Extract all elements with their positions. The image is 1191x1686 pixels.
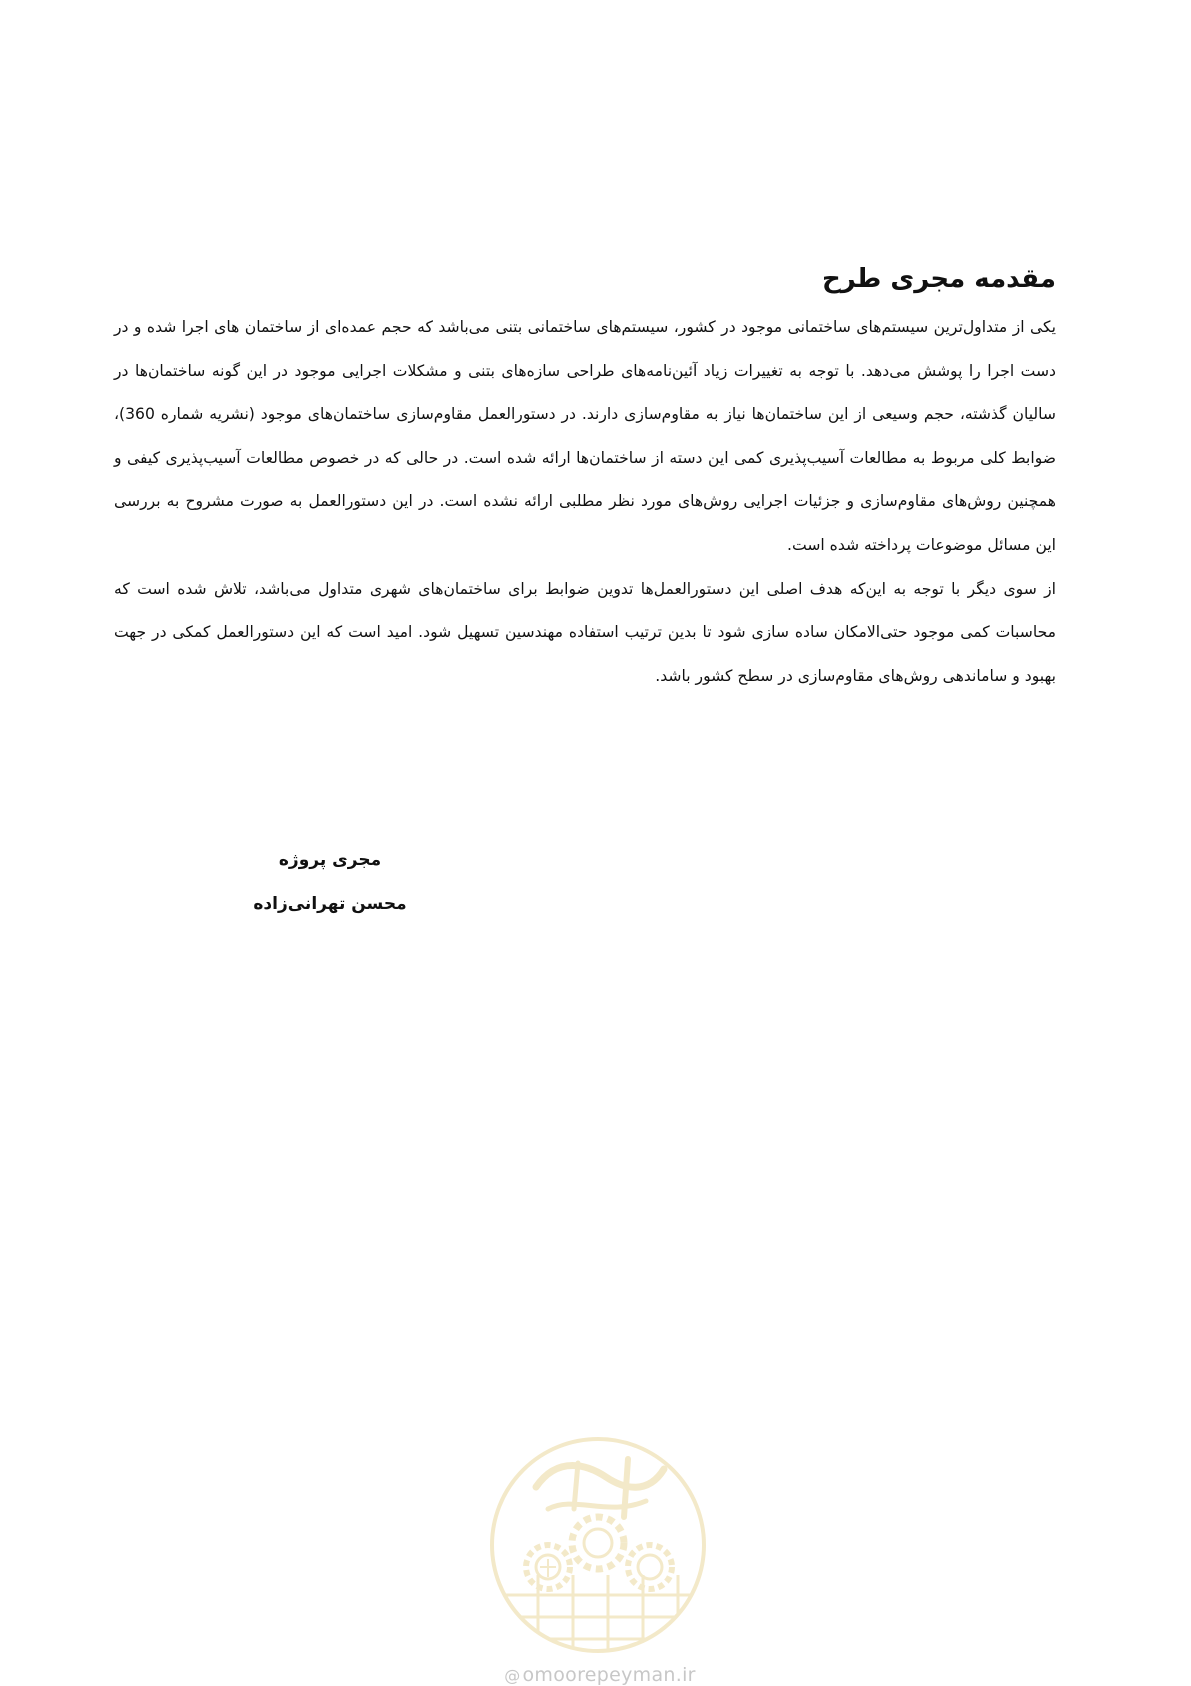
- signature-role: مجری پروژه: [278, 850, 382, 870]
- signature-block: [230, 838, 430, 926]
- signature-name: محسن تهرانی‌زاده: [253, 894, 407, 914]
- page-title: مقدمه مجری طرح: [821, 264, 1056, 294]
- watermark-website: [490, 1664, 710, 1686]
- at-icon: @: [504, 1666, 521, 1685]
- paragraph: از سوی دیگر با توجه به این‌که هدف اصلی این دستورالعمل‌ها تدوین ضوابط برای ساختمان‌های شهری متداول می‌باشد، تلاش شده است که محاسبات کمی موجود حتی‌الامکان ساده سازی شود تا بدین ترتیب استفاده مهندسین تسهیل شود. امید است که این دستورالعمل کمکی در جهت بهبود و ساماندهی روش‌های مقاوم‌سازی در سطح کشور باشد.: [114, 579, 1056, 685]
- document-content: [114, 262, 1056, 698]
- document-body: [114, 306, 1056, 698]
- website-text: omoorepeyman.ir: [522, 1664, 696, 1686]
- watermark-logo: [478, 1425, 718, 1665]
- paragraph: یکی از متداول‌ترین سیستم‌های ساختمانی موجود در کشور، سیستم‌های ساختمانی بتنی می‌باشد که حجم عمده‌ای از ساختمان های اجرا شده و در دست اجرا را پوشش می‌دهد. با توجه به تغییرات زیاد آئین‌نامه‌های طراحی سازه‌های بتنی و مشکلات اجرایی موجود در این گونه ساختمان‌ها در سالیان گذشته، حجم وسیعی از این ساختمان‌ها نیاز به مقاوم‌سازی دارند. در دستورالعمل مقاوم‌سازی ساختمان‌های موجود (نشریه شماره 360)، ضوابط کلی مربوط به مطالعات آسیب‌پذیری کمی این دسته از ساختمان‌ها ارائه شده است. در حالی که در خصوص مطالعات آسیب‌پذیری کیفی و همچنین روش‌های مقاوم‌سازی و جزئیات اجرایی روش‌های مورد نظر مطلبی ارائه نشده است. در این دستورالعمل به صورت مشروح به بررسی این مسائل موضوعات پرداخته شده است.: [114, 318, 1056, 554]
